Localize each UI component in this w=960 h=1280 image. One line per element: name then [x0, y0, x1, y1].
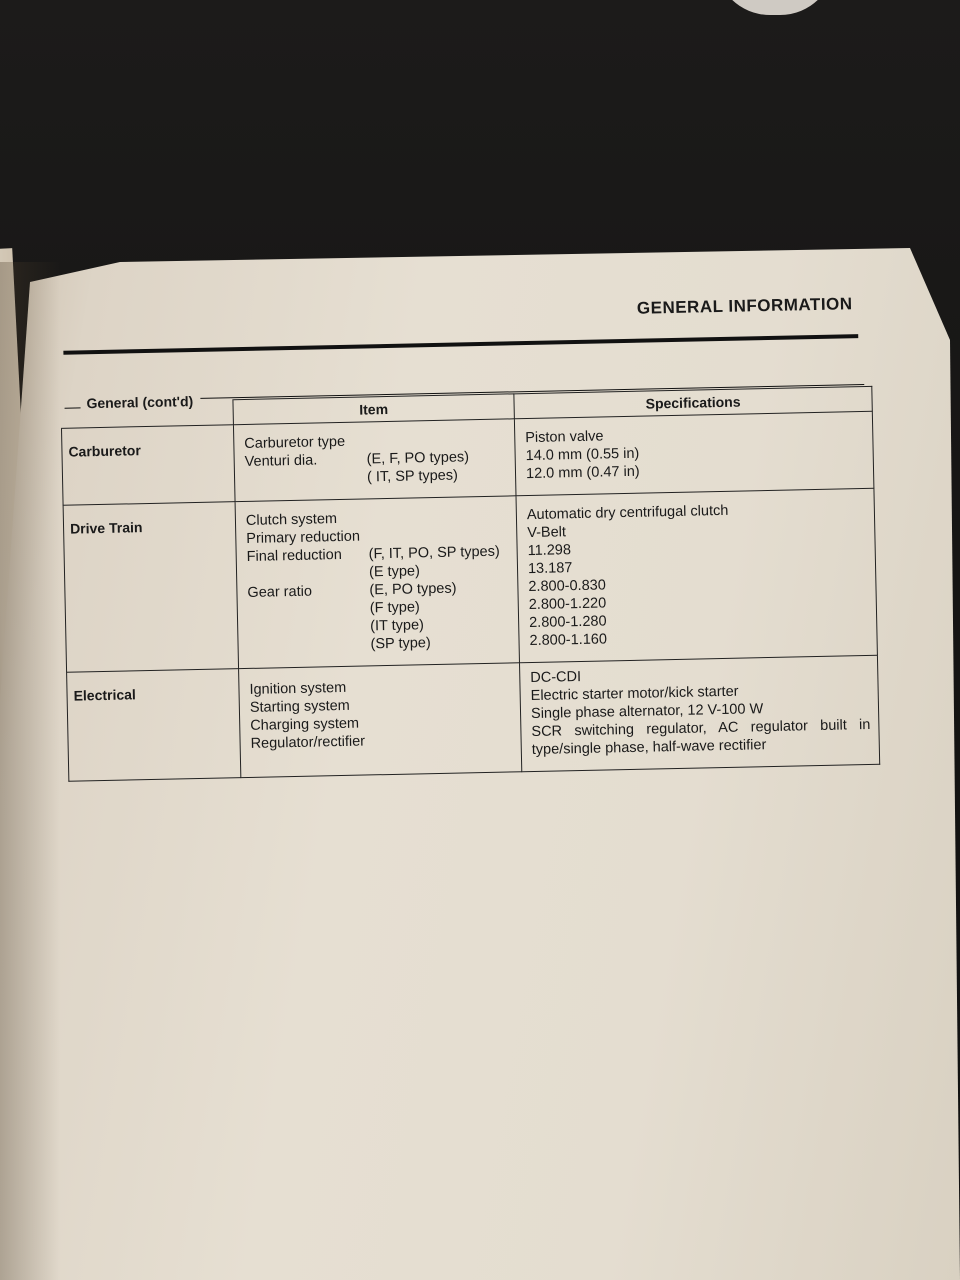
item-name: Gear ratio — [247, 583, 313, 601]
item-variant: (E, PO types) — [369, 580, 457, 599]
item-cell — [235, 496, 519, 669]
table-row-drive-train — [63, 488, 877, 672]
item-variant: (E type) — [368, 563, 420, 581]
spec-value: DC-CDI — [530, 668, 582, 687]
spec-value: Single phase alternator, 12 V-100 W — [530, 701, 764, 723]
spec-value: 11.298 — [527, 542, 572, 560]
item-name: Final reduction — [246, 546, 342, 565]
spec-value: type/single phase, half-wave rectifier — [531, 737, 767, 759]
item-variant: ( IT, SP types) — [366, 467, 459, 486]
spec-value: SCR switching regulator, AC regulator built in — [531, 716, 871, 741]
item-name — [248, 635, 370, 656]
item-variant: (E, F, PO types) — [366, 449, 470, 468]
page-header-title: GENERAL INFORMATION — [636, 294, 853, 318]
header-rule — [63, 334, 858, 355]
spec-cell — [514, 411, 874, 495]
item-name: Carburetor type — [244, 433, 346, 452]
spec-value: 12.0 mm (0.47 in) — [525, 463, 640, 483]
spec-value: 13.187 — [527, 560, 573, 578]
spec-cell — [519, 655, 879, 771]
spec-value: V-Belt — [527, 524, 567, 542]
item-name: Clutch system — [245, 511, 338, 529]
spec-value: 2.800-1.220 — [528, 595, 607, 614]
item-name: Venturi dia. — [244, 452, 318, 470]
item-name: Primary reduction — [246, 528, 361, 547]
item-name: Charging system — [250, 715, 360, 734]
section-caption: General (cont'd) — [86, 393, 194, 412]
spec-value: Automatic dry centrifugal clutch — [526, 502, 729, 524]
spec-value: 2.800-1.160 — [529, 631, 608, 650]
spec-value: Electric starter motor/kick starter — [530, 683, 739, 705]
spec-value: 14.0 mm (0.55 in) — [525, 445, 640, 465]
spec-value: Piston valve — [525, 428, 604, 447]
category-label: Carburetor — [61, 425, 235, 506]
spec-value: 2.800-0.830 — [528, 577, 606, 596]
spec-value: 2.800-1.280 — [528, 613, 607, 632]
column-header-specifications: Specifications — [514, 386, 872, 418]
category-label: Electrical — [67, 669, 241, 782]
item-cell — [239, 663, 522, 778]
item-name: Starting system — [249, 697, 350, 716]
item-name: Ignition system — [249, 679, 347, 698]
item-name: Regulator/rectifier — [250, 733, 366, 752]
item-name — [245, 468, 367, 489]
item-variant: (F type) — [369, 599, 420, 617]
item-variant: (F, IT, PO, SP types) — [368, 543, 500, 563]
spec-cell — [516, 488, 877, 662]
table-row-electrical — [67, 655, 880, 781]
spec-table — [60, 386, 880, 782]
header-blank-cell — [61, 400, 233, 429]
category-label: Drive Train — [63, 502, 238, 673]
item-cell — [233, 419, 516, 502]
item-variant: (IT type) — [370, 617, 425, 635]
item-variant: (SP type) — [370, 635, 431, 653]
column-header-item: Item — [233, 394, 514, 425]
